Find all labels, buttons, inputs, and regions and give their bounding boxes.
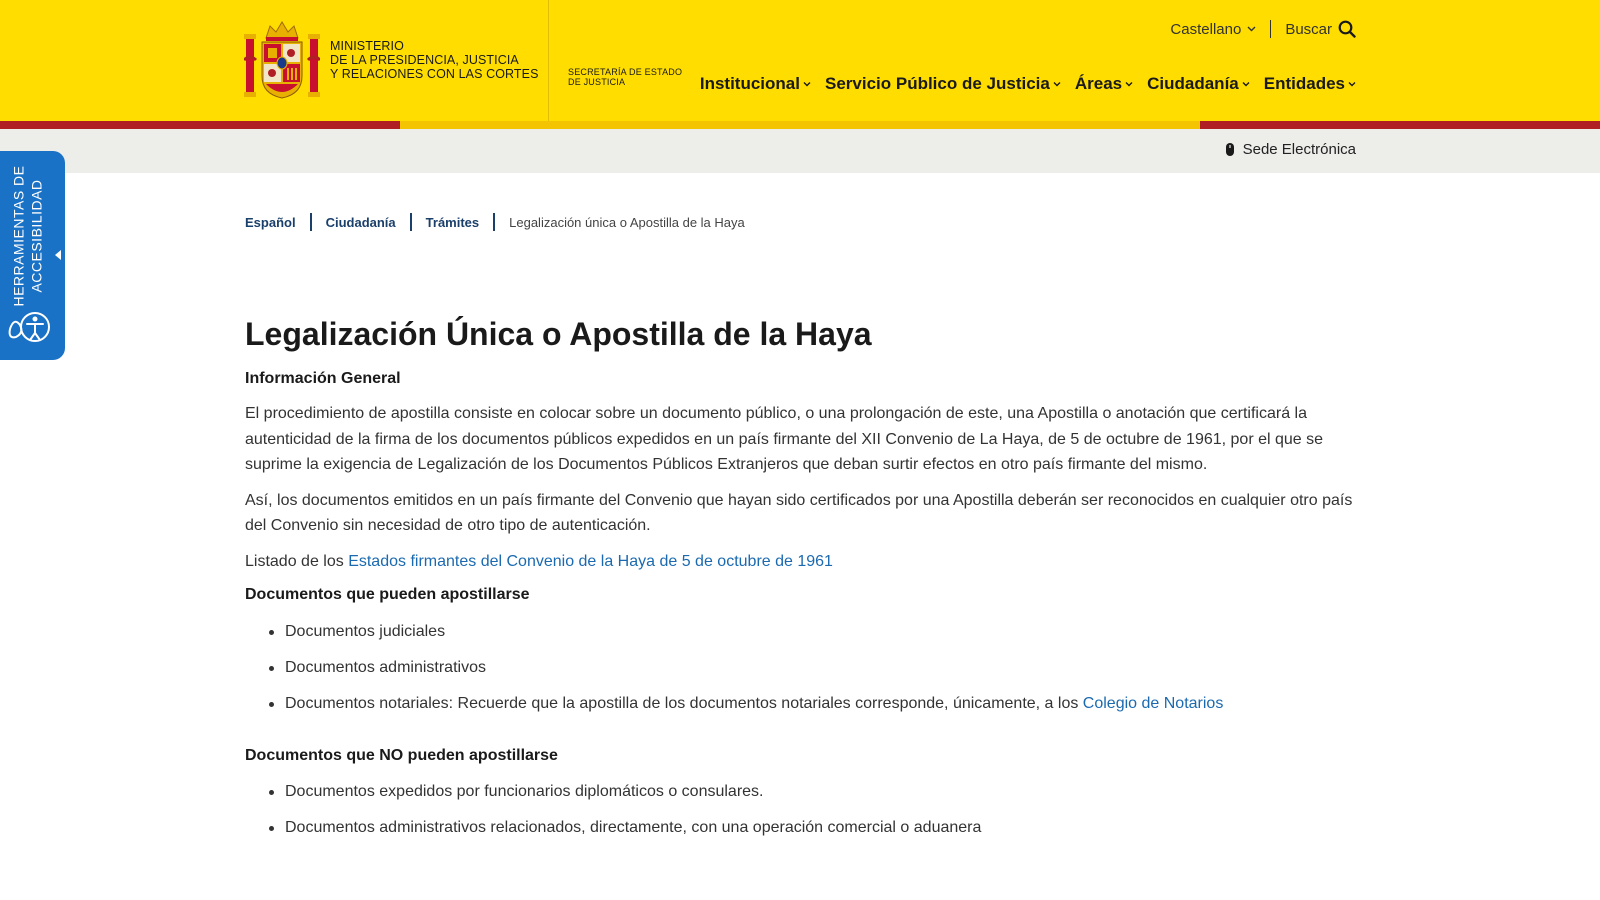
cannot-apostille-list <box>269 781 1360 839</box>
mouse-icon <box>1225 142 1235 157</box>
chevron-down-icon <box>1242 81 1250 87</box>
stripe-red-left <box>0 121 400 129</box>
breadcrumb-current: Legalización única o Apostilla de la Haya <box>509 214 745 230</box>
accessibility-line-2: ACCESIBILIDAD <box>29 179 46 293</box>
ministry-line-3: Y RELACIONES CON LAS CORTES <box>330 67 539 81</box>
search-icon <box>1338 20 1356 38</box>
language-selector[interactable] <box>1170 21 1256 38</box>
header-divider <box>548 0 549 121</box>
recognition-paragraph: Así, los documentos emitidos en un país firmante del Convenio que hayan sido certificados por una Apostilla deberán ser reconocidos en cualquier otro país del Convenio sin necesidad de otro tipo de autenticación. <box>245 491 1353 534</box>
coat-of-arms-icon <box>244 20 320 100</box>
intro-paragraph: El procedimiento de apostilla consiste en colocar sobre un documento público, o una prolongación de este, una Apostilla o anotación que certificará la autenticidad de la firma de los documentos públicos expedidos en un país firmante del XII Convenio de La Haya, de 5 de octubre de 1961, por el que se suprime la exigencia de Legalización de los Documentos Públicos Extranjeros que deban surtir efectos en otro país firmante del mismo. <box>245 405 1324 473</box>
language-label: Castellano <box>1170 20 1242 38</box>
site-header <box>0 0 1600 121</box>
page-title: Legalización Única o Apostilla de la Haya <box>245 316 872 352</box>
listado-prefix: Listado de los <box>245 552 349 570</box>
general-info-heading: Información General <box>245 370 401 387</box>
chevron-down-icon <box>1348 81 1356 87</box>
chevron-down-icon <box>1247 26 1256 32</box>
ministry-line-1: MINISTERIO <box>330 39 404 53</box>
estados-firmantes-link[interactable]: Estados firmantes del Convenio de la Haya de 5 de octubre de 1961 <box>348 552 833 570</box>
breadcrumb-separator <box>310 213 312 231</box>
breadcrumb-separator <box>410 213 412 231</box>
nav-label: Entidades <box>1263 74 1345 93</box>
list-item <box>269 693 1360 715</box>
nav-areas[interactable] <box>1075 74 1133 94</box>
list-item: Documentos administrativos <box>269 657 1360 679</box>
utility-separator <box>1270 20 1271 38</box>
nav-entidades[interactable] <box>1264 74 1356 94</box>
search-label: Buscar <box>1285 20 1332 38</box>
secretaria-line-2: DE JUSTICIA <box>568 77 626 87</box>
colegio-notarios-link[interactable]: Colegio de Notarios <box>1082 695 1224 712</box>
stripe-yellow <box>400 121 1200 129</box>
accessibility-tools-tab[interactable] <box>0 151 65 360</box>
main-content <box>245 314 1360 853</box>
cannot-apostille-heading: Documentos que NO pueden apostillarse <box>245 747 558 764</box>
notarial-text: Documentos notariales: Recuerde que la apostilla de los documentos notariales corresponde, únicamente, a los <box>285 695 1083 712</box>
nav-label: Áreas <box>1074 74 1123 93</box>
nav-ciudadania[interactable] <box>1147 74 1250 94</box>
secretaria-logo[interactable] <box>568 67 682 87</box>
main-navigation <box>700 74 1356 94</box>
breadcrumb <box>245 213 745 231</box>
breadcrumb-tramites[interactable]: Trámites <box>425 214 480 230</box>
top-utilities <box>1170 20 1356 38</box>
ministry-name <box>330 39 539 81</box>
chevron-down-icon <box>1125 81 1133 87</box>
breadcrumb-ciudadania[interactable]: Ciudadanía <box>325 214 396 230</box>
header-color-stripe <box>0 121 1600 129</box>
caret-left-icon <box>54 249 62 261</box>
accessibility-icon <box>6 307 52 347</box>
nav-label: Ciudadanía <box>1147 74 1239 93</box>
nav-institucional[interactable] <box>700 74 811 94</box>
nav-label: Servicio Público de Justicia <box>824 74 1050 93</box>
nav-label: Institucional <box>699 74 800 93</box>
chevron-down-icon <box>803 81 811 87</box>
search-button[interactable] <box>1285 20 1356 38</box>
nav-servicio-publico[interactable] <box>825 74 1061 94</box>
sede-bar <box>0 129 1600 173</box>
chevron-down-icon <box>1053 81 1061 87</box>
ministry-line-2: DE LA PRESIDENCIA, JUSTICIA <box>330 53 519 67</box>
accessibility-tab-text <box>8 165 48 307</box>
stripe-red-right <box>1200 121 1600 129</box>
sede-electronica-link[interactable] <box>1225 141 1356 158</box>
can-apostille-list <box>269 621 1360 715</box>
accessibility-line-1: HERRAMIENTAS DE <box>11 165 28 307</box>
can-apostille-heading: Documentos que pueden apostillarse <box>245 586 530 603</box>
listado-paragraph <box>245 549 1360 575</box>
ministry-logo[interactable] <box>244 20 539 100</box>
breadcrumb-separator <box>493 213 495 231</box>
breadcrumb-espanol[interactable]: Español <box>245 214 296 230</box>
list-item: Documentos judiciales <box>269 621 1360 643</box>
secretaria-line-1: SECRETARÍA DE ESTADO <box>568 67 683 77</box>
list-item: Documentos administrativos relacionados, directamente, con una operación comercial o aduanera <box>269 817 1360 839</box>
list-item: Documentos expedidos por funcionarios diplomáticos o consulares. <box>269 781 1360 803</box>
sede-label: Sede Electrónica <box>1242 141 1356 158</box>
